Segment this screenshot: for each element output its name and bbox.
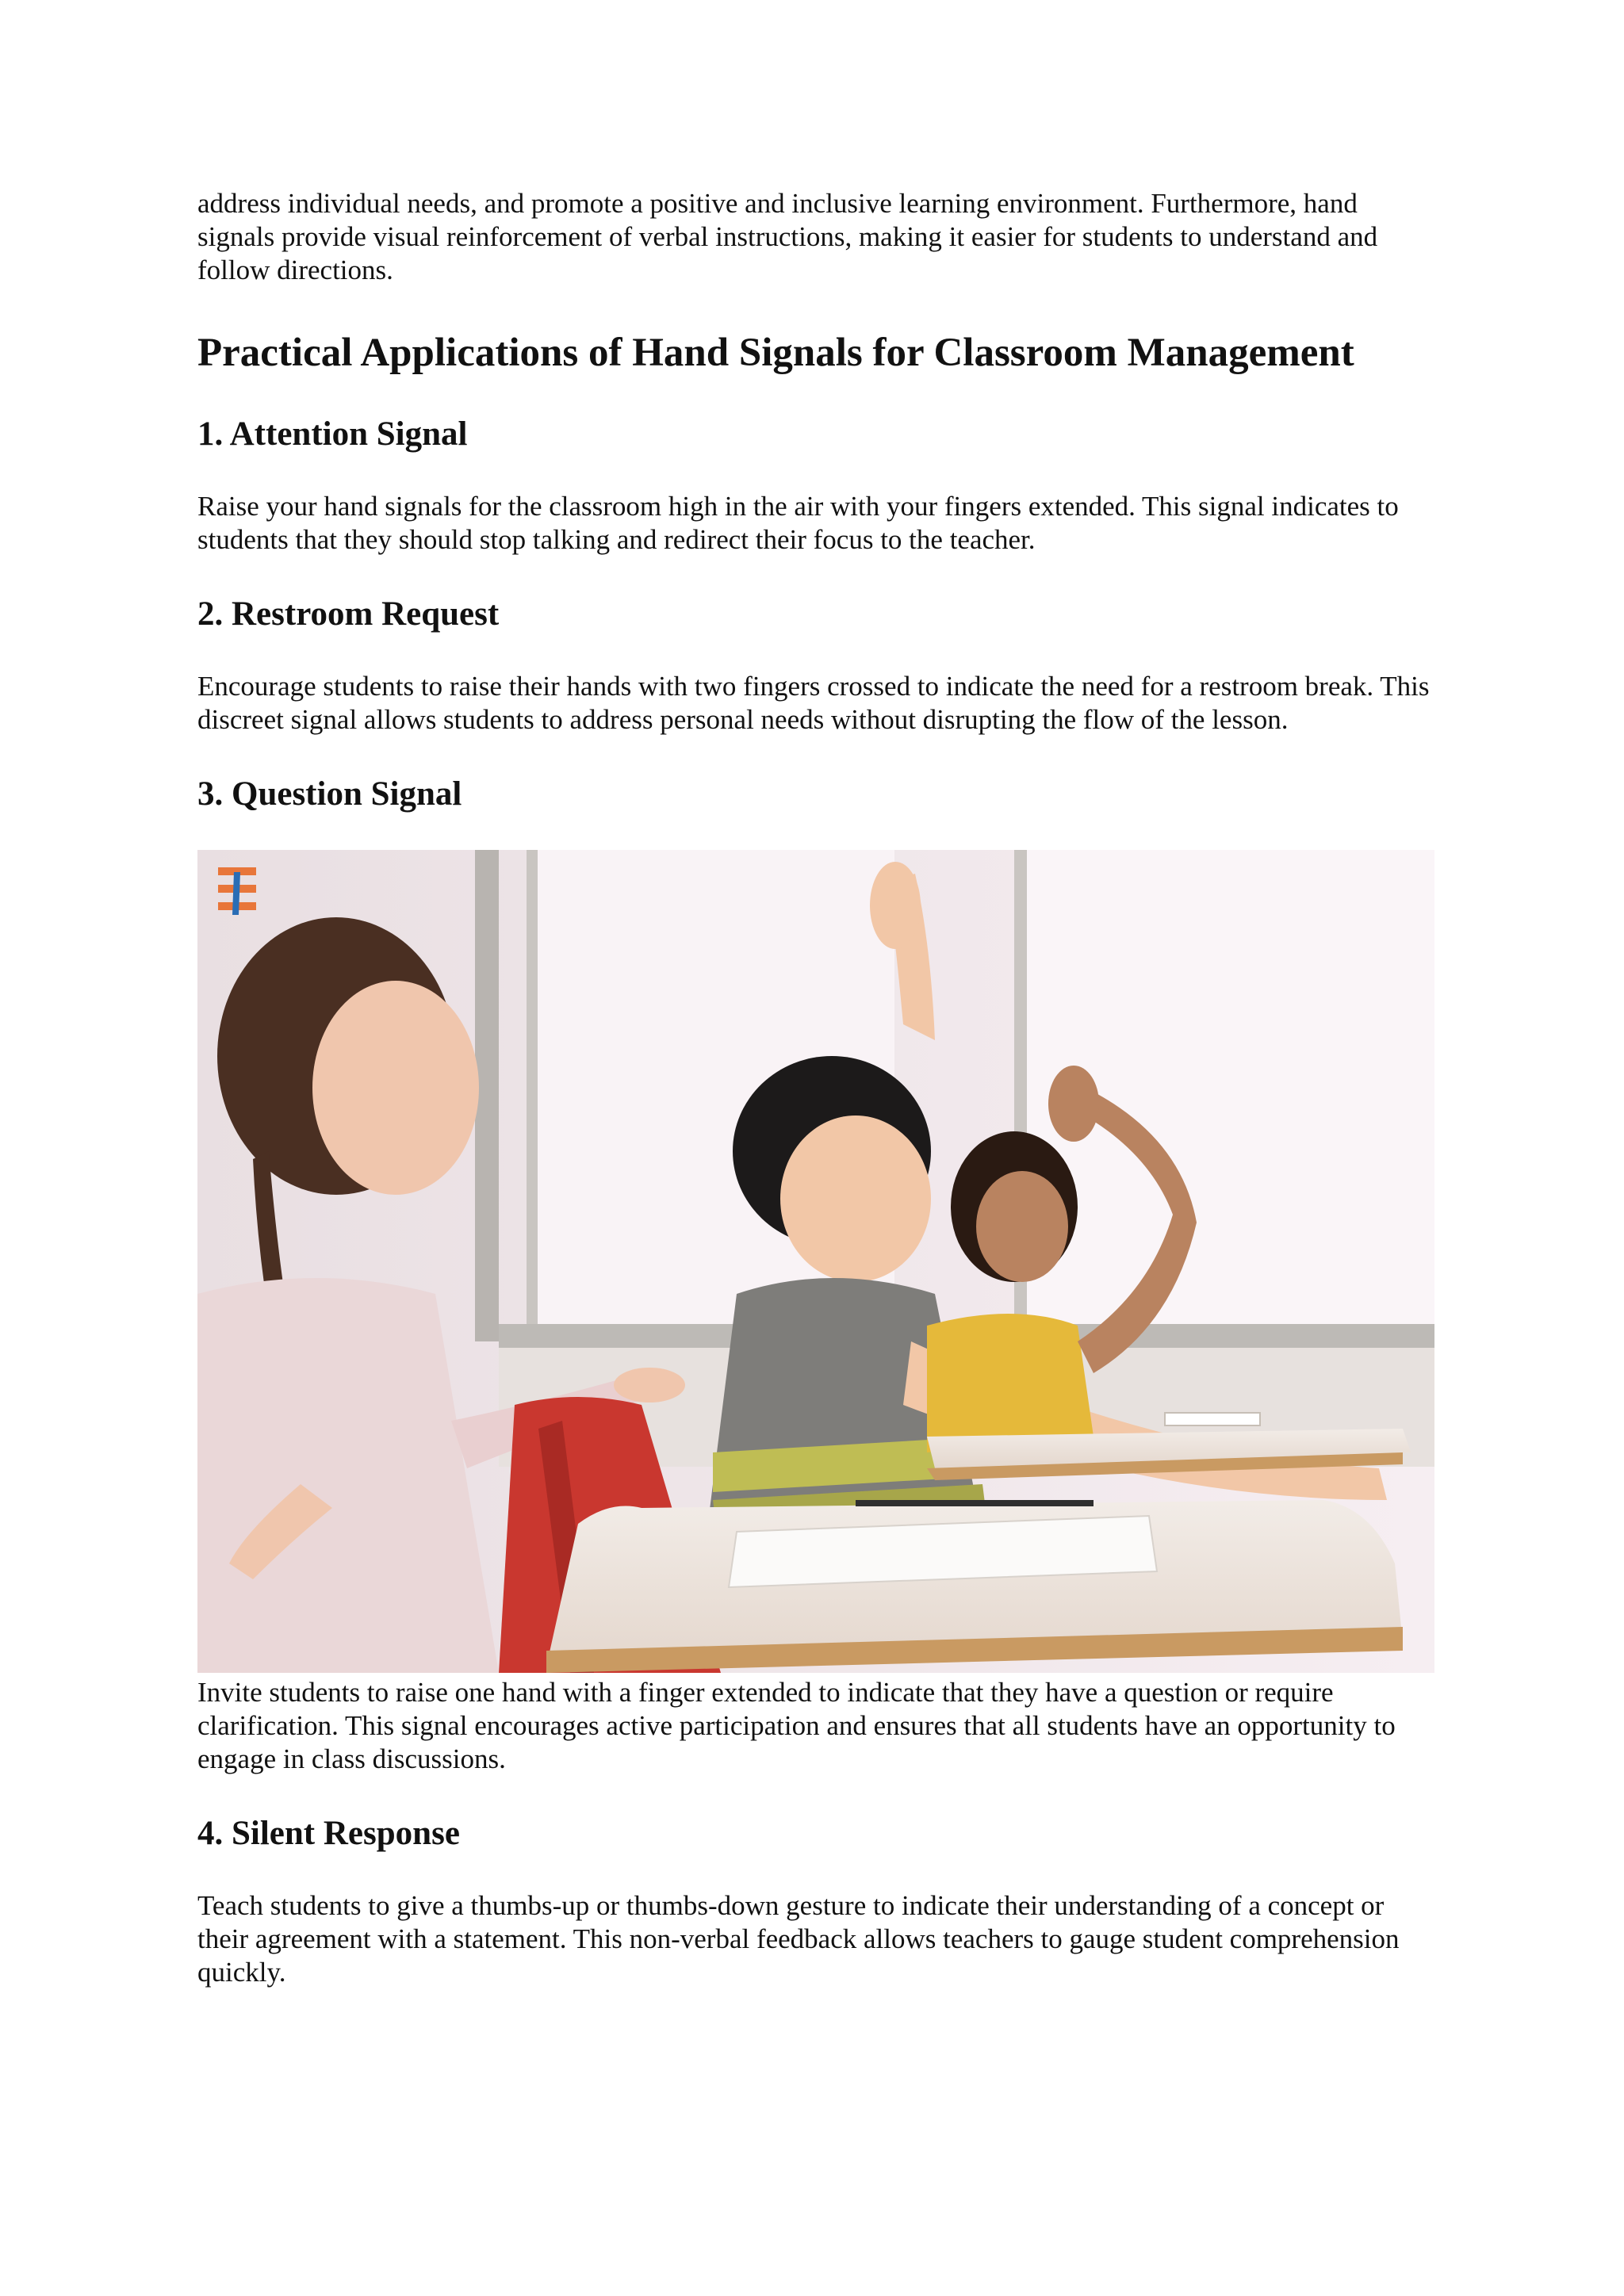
item-text-restroom: Encourage students to raise their hands with two fingers crossed to indicate the need for a restroom break. This discreet signal allows students to address personal needs without disrupting the flow of the lesson. [197,671,1430,735]
item-heading-question: 3. Question Signal [197,775,462,813]
section-heading: Practical Applications of Hand Signals for Classroom Management [197,331,1354,375]
classroom-photo [197,850,1434,1673]
item-text-question: Invite students to raise one hand with a finger extended to indicate that they have a question or require clarification. This signal encourages active participation and ensures that all students have an opportunity to engage in class discussions. [197,1677,1396,1774]
article-content [197,187,1434,1989]
item-text-silent: Teach students to give a thumbs-up or thumbs-down gesture to indicate their understanding of a concept or their agreement with a statement. This non-verbal feedback allows teachers to gauge student comprehension quickly. [197,1890,1400,1988]
item-heading-restroom: 2. Restroom Request [197,595,500,633]
item-text-attention: Raise your hand signals for the classroom high in the air with your fingers extended. This signal indicates to students that they should stop talking and redirect their focus to the teacher. [197,491,1399,555]
item-heading-attention: 1. Attention Signal [197,415,468,453]
item-heading-silent: 4. Silent Response [197,1815,460,1852]
intro-paragraph: address individual needs, and promote a positive and inclusive learning environment. Furthermore, hand signals provide visual reinforcement of verbal instructions, making it easier for students to understand and follow directions. [197,188,1378,285]
site-logo-icon [218,867,256,915]
